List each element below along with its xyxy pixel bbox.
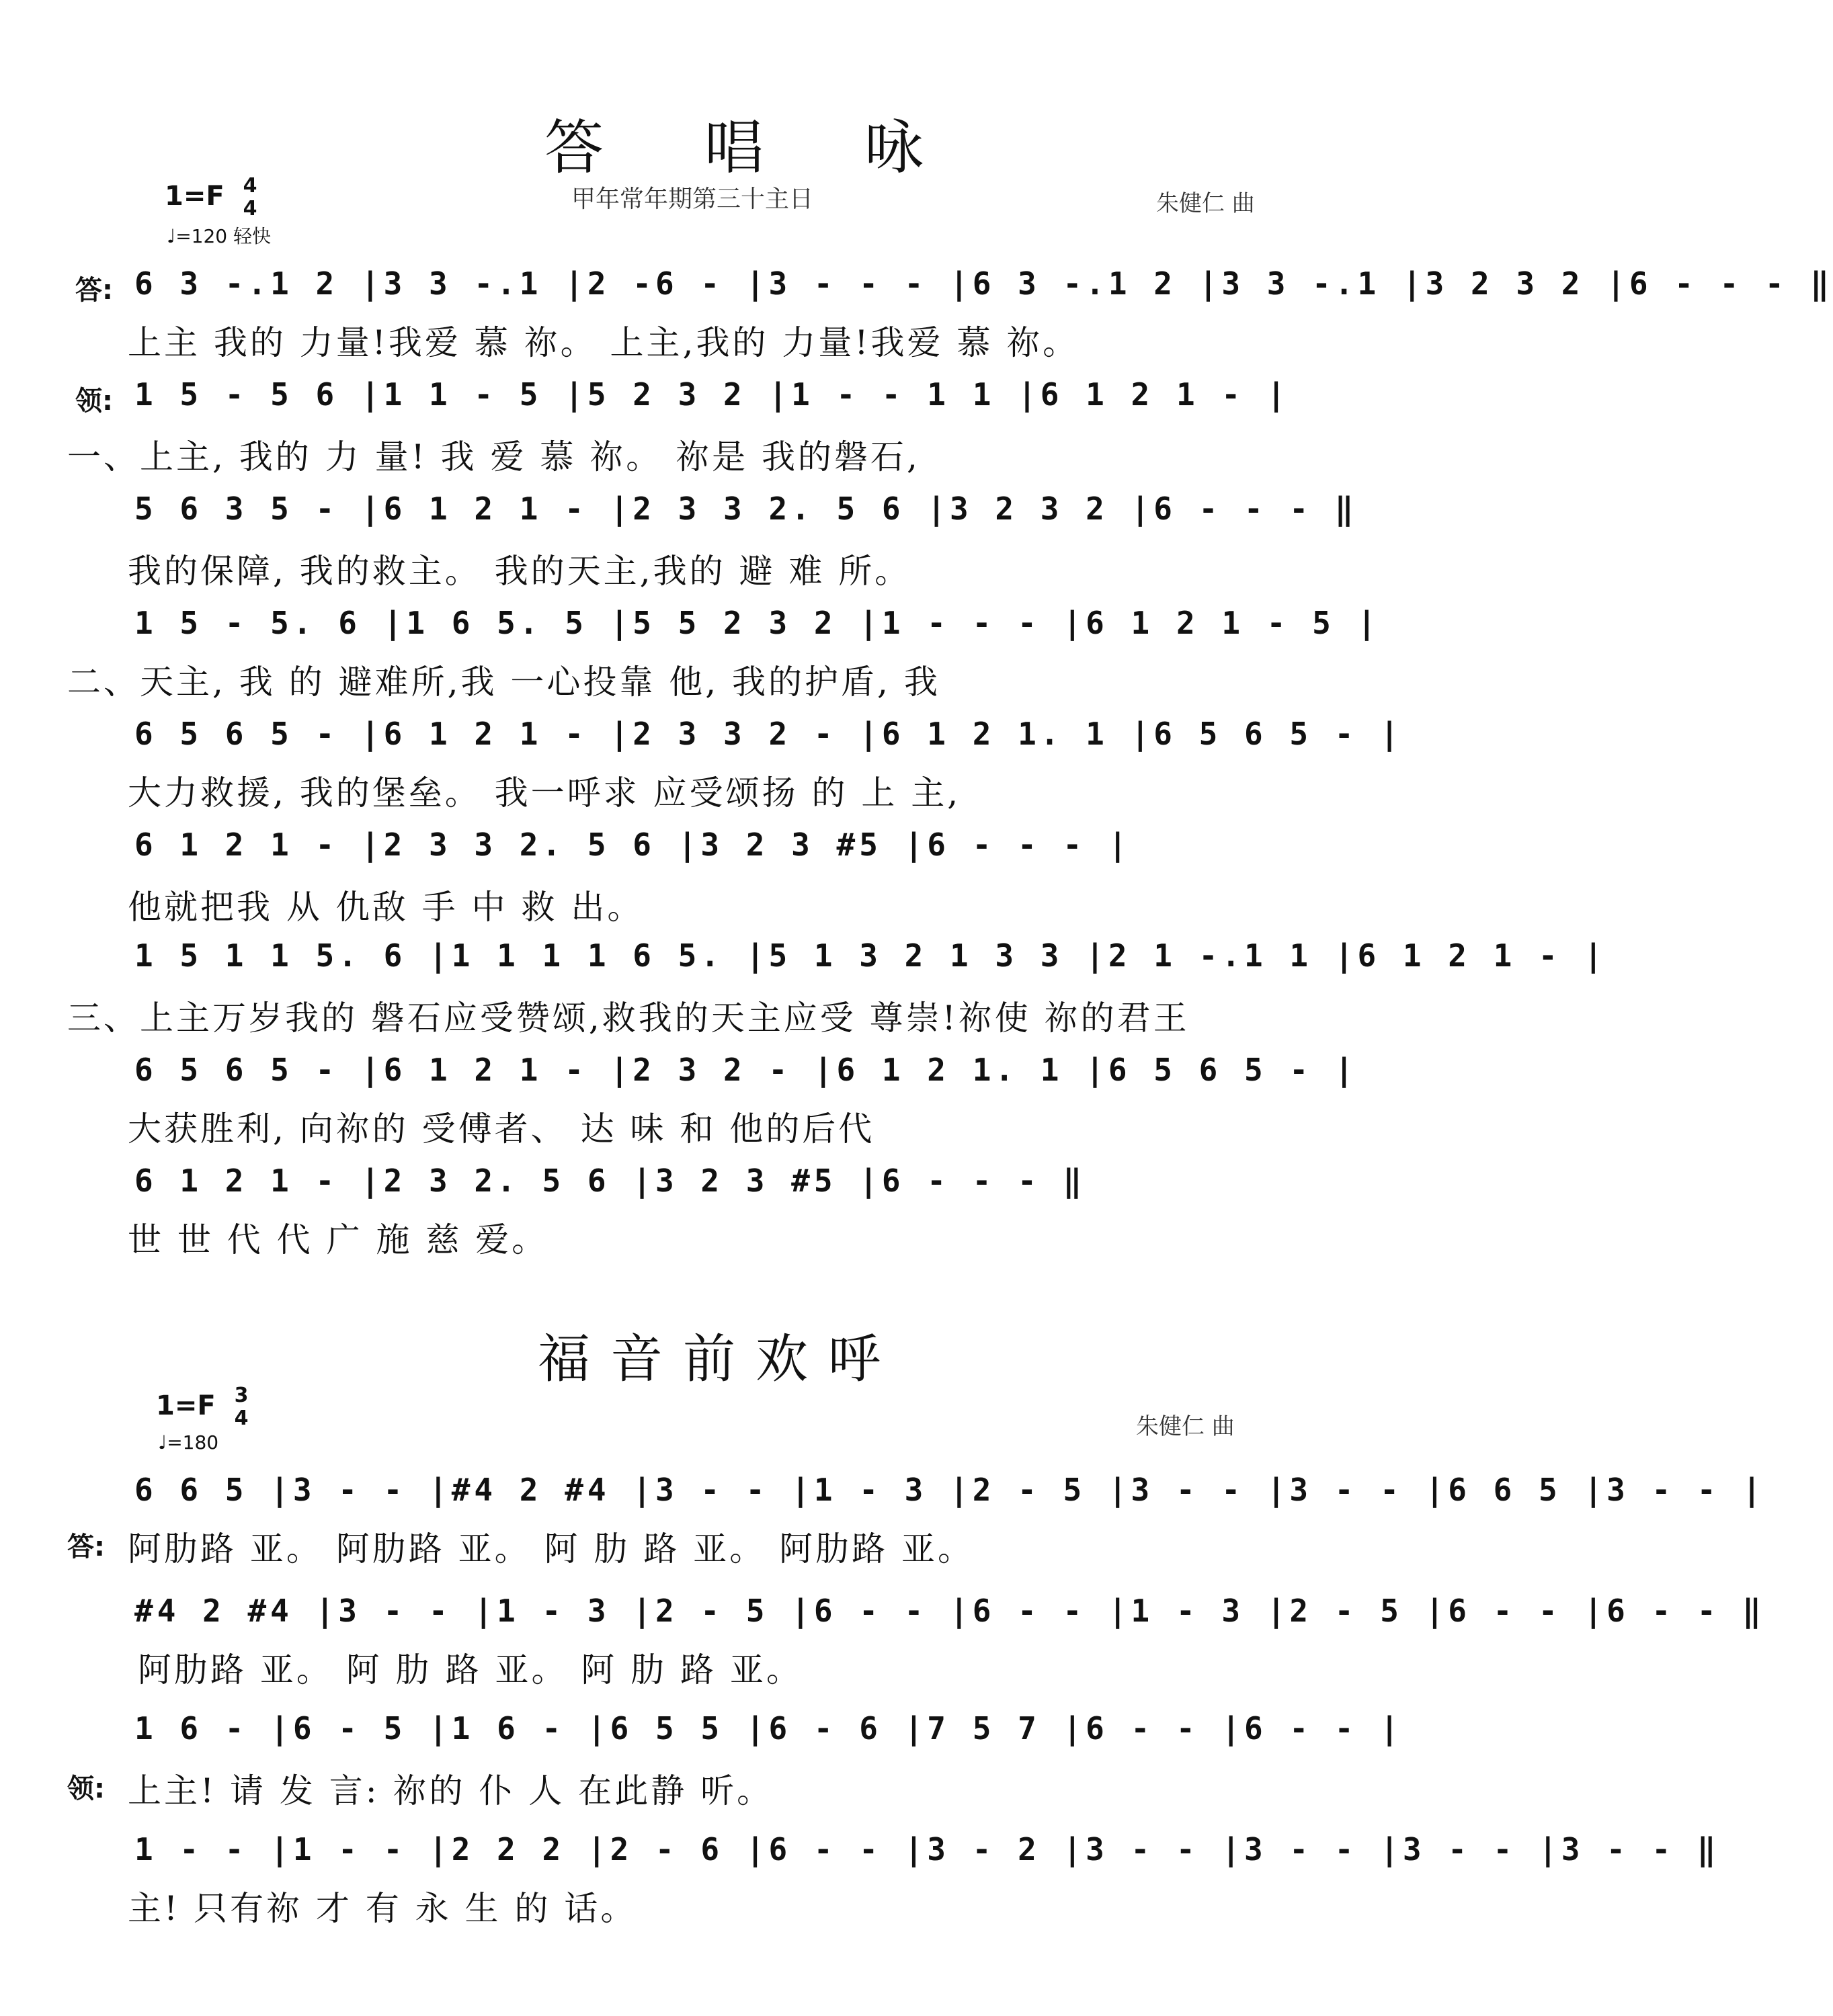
lyric-row: 一、上主, 我的 力 量! 我 爱 慕 祢。 祢是 我的磐石, xyxy=(67,437,920,476)
notation-row: 6 3 -.1 2 |3 3 -.1 |2 -6 - |3 - - - |6 3 -.1 2 |3 3 -.1 |3 2 3 2 |6 - - - ‖ xyxy=(134,265,1833,302)
song1-time-top: 4 xyxy=(243,174,257,198)
lyric-row: 上主! 请 发 言: 祢的 仆 人 在此静 听。 xyxy=(128,1771,774,1810)
song2-time-top: 3 xyxy=(234,1384,249,1407)
lyric-row: 阿肋路 亚。 阿肋路 亚。 阿 肋 路 亚。 阿肋路 亚。 xyxy=(128,1529,975,1568)
lyric-row: 主! 只有祢 才 有 永 生 的 话。 xyxy=(128,1889,637,1928)
song2-key: 1=F xyxy=(156,1390,216,1421)
notation-row: 5 6 3 5 - |6 1 2 1 - |2 3 3 2. 5 6 |3 2 3 2 |6 - - - ‖ xyxy=(134,491,1358,527)
notation-row: 1 5 - 5. 6 |1 6 5. 5 |5 5 2 3 2 |1 - - - |6 1 2 1 - 5 | xyxy=(134,605,1381,641)
notation-row: 1 - - |1 - - |2 2 2 |2 - 6 |6 - - |3 - 2 |3 - - |3 - - |3 - - |3 - - ‖ xyxy=(134,1831,1720,1867)
song1-tempo: ♩=120 轻快 xyxy=(167,225,272,247)
role-label: 答: xyxy=(67,1531,105,1562)
notation-row: 1 6 - |6 - 5 |1 6 - |6 5 5 |6 - 6 |7 5 7 |6 - - |6 - - | xyxy=(134,1710,1403,1747)
lyric-row: 三、上主万岁我的 磐石应受赞颂,救我的天主应受 尊崇!祢使 祢的君王 xyxy=(67,999,1190,1038)
notation-row: #4 2 #4 |3 - - |1 - 3 |2 - 5 |6 - - |6 - - |1 - 3 |2 - 5 |6 - - |6 - - ‖ xyxy=(134,1593,1765,1629)
song1-composer: 朱健仁 曲 xyxy=(1156,190,1255,217)
lyric-row: 大力救援, 我的堡垒。 我一呼求 应受颂扬 的 上 主, xyxy=(128,773,961,812)
notation-row: 1 5 - 5 6 |1 1 - 5 |5 2 3 2 |1 - - 1 1 |6 1 2 1 - | xyxy=(134,376,1290,413)
song2-key-signature xyxy=(156,1384,248,1430)
lyric-row: 大获胜利, 向祢的 受傅者、 达 味 和 他的后代 xyxy=(128,1109,875,1148)
song2-title: 福音前欢呼 xyxy=(538,1329,901,1390)
notation-row: 6 6 5 |3 - - |#4 2 #4 |3 - - |1 - 3 |2 - 5 |3 - - |3 - - |6 6 5 |3 - - | xyxy=(134,1472,1765,1508)
song2-tempo: ♩=180 xyxy=(158,1431,219,1454)
song2-composer: 朱健仁 曲 xyxy=(1136,1413,1235,1440)
notation-row: 6 5 6 5 - |6 1 2 1 - |2 3 3 2 - |6 1 2 1. 1 |6 5 6 5 - | xyxy=(134,716,1403,752)
notation-row: 1 5 1 1 5. 6 |1 1 1 1 6 5. |5 1 3 2 1 3 3 |2 1 -.1 1 |6 1 2 1 - | xyxy=(134,937,1607,974)
lyric-row: 阿肋路 亚。 阿 肋 路 亚。 阿 肋 路 亚。 xyxy=(138,1650,803,1689)
lyric-row: 世 世 代 代 广 施 慈 爱。 xyxy=(128,1220,548,1259)
song1-time-bottom: 4 xyxy=(243,197,257,220)
song1-key-signature xyxy=(165,175,257,220)
lyric-row: 他就把我 从 仇敌 手 中 救 出。 xyxy=(128,888,644,927)
role-label: 领: xyxy=(75,386,113,417)
lyric-row: 二、天主, 我 的 避难所,我 一心投靠 他, 我的护盾, 我 xyxy=(67,663,940,702)
song1-occasion: 甲年常年期第三十主日 xyxy=(571,185,814,213)
song2-time-signature xyxy=(235,1384,249,1430)
lyric-row: 上主 我的 力量!我爱 慕 祢。 上主,我的 力量!我爱 慕 祢。 xyxy=(128,323,1080,362)
song1-key: 1=F xyxy=(165,181,225,212)
notation-row: 6 1 2 1 - |2 3 2. 5 6 |3 2 3 #5 |6 - - - ‖ xyxy=(134,1163,1086,1199)
role-label: 答: xyxy=(75,275,113,306)
notation-row: 6 1 2 1 - |2 3 3 2. 5 6 |3 2 3 #5 |6 - - - | xyxy=(134,827,1131,863)
song1-title: 答唱咏 xyxy=(544,113,1025,182)
role-label: 领: xyxy=(67,1773,105,1804)
lyric-row: 我的保障, 我的救主。 我的天主,我的 避 难 所。 xyxy=(128,552,911,591)
notation-row: 6 5 6 5 - |6 1 2 1 - |2 3 2 - |6 1 2 1. 1 |6 5 6 5 - | xyxy=(134,1052,1358,1088)
song2-time-bottom: 4 xyxy=(234,1406,249,1430)
song1-time-signature xyxy=(243,175,257,220)
